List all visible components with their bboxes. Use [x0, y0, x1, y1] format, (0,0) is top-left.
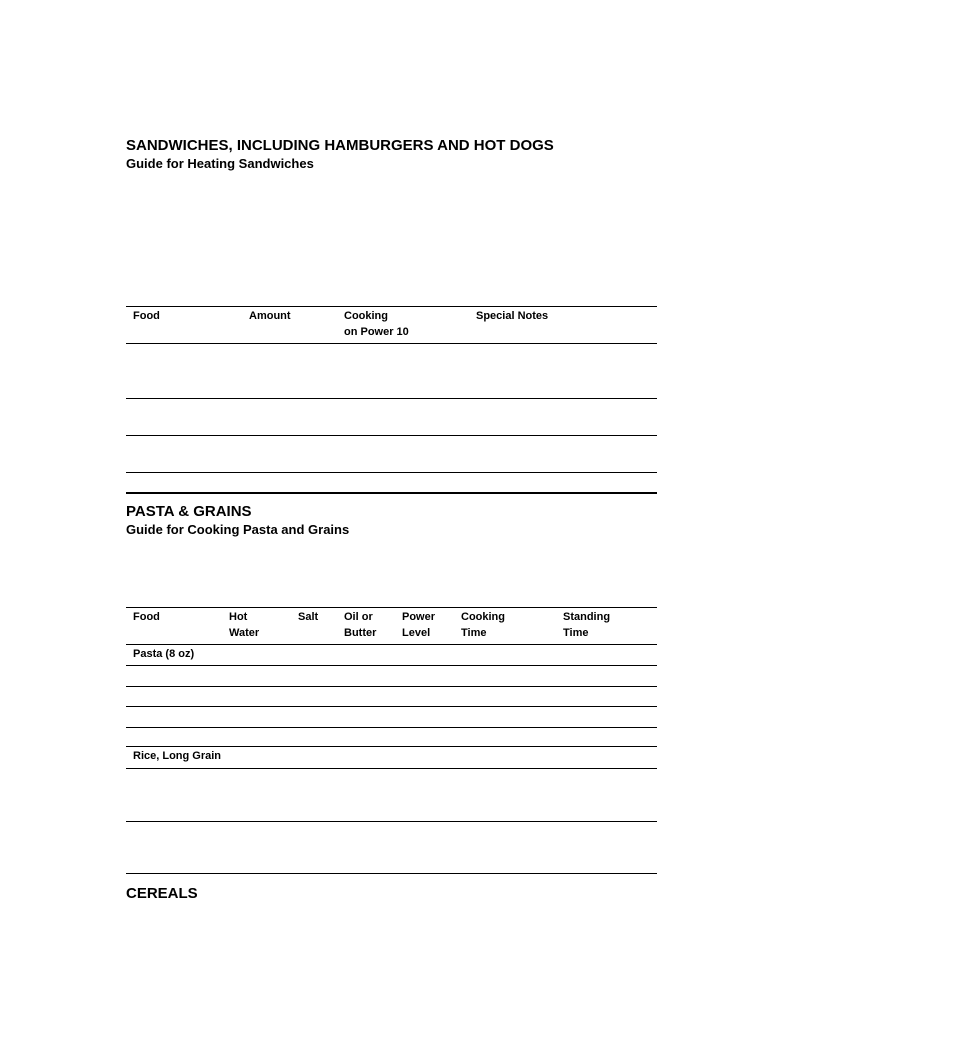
table-rule: [126, 746, 657, 747]
pasta-subtitle: Guide for Cooking Pasta and Grains: [126, 522, 350, 537]
table-row-label-pasta: Pasta (8 oz): [133, 648, 195, 660]
header-label: Special Notes: [476, 310, 549, 322]
header-label: Cooking: [344, 310, 388, 322]
header-label: Amount: [249, 310, 291, 322]
header-label: Oil or: [344, 611, 373, 623]
table-rule: [126, 727, 657, 728]
table-header-food: [133, 609, 160, 625]
table-row-label-rice: Rice, Long Grain: [133, 750, 222, 762]
header-label: Food: [133, 310, 160, 322]
cereals-title: CEREALS: [126, 885, 198, 902]
table-header-power-level: [402, 609, 435, 641]
table-header-amount: [249, 308, 291, 324]
table-header-oil-or-butter: [344, 609, 376, 641]
header-label-line2: Butter: [344, 627, 377, 639]
table-header-special-notes: [476, 308, 548, 324]
header-label: Food: [133, 611, 160, 623]
pasta-title: PASTA & GRAINS: [126, 503, 252, 520]
header-label-line2: Time: [563, 627, 589, 639]
sandwiches-subtitle: Guide for Heating Sandwiches: [126, 156, 314, 171]
table-rule: [126, 686, 657, 687]
header-label: Cooking: [461, 611, 505, 623]
table-rule: [126, 665, 657, 666]
section-divider: [126, 492, 657, 494]
header-label-line2: Time: [461, 627, 487, 639]
table-header-cooking: [344, 308, 409, 340]
header-label: Standing: [563, 611, 611, 623]
table-rule: [126, 644, 657, 645]
table-rule: [126, 435, 657, 436]
table-rule: [126, 398, 657, 399]
table-rule: [126, 607, 657, 608]
table-rule: [126, 343, 657, 344]
table-rule: [126, 306, 657, 307]
table-rule: [126, 821, 657, 822]
table-header-food: [133, 308, 160, 324]
table-header-hot-water: [229, 609, 259, 641]
table-rule: [126, 873, 657, 874]
header-label: Power: [402, 611, 436, 623]
header-label-line2: Level: [402, 627, 431, 639]
table-header-standing-time: [563, 609, 610, 641]
header-label-line2: on Power 10: [344, 326, 409, 338]
table-rule: [126, 768, 657, 769]
header-label: Hot: [229, 611, 248, 623]
table-header-salt: [298, 609, 318, 625]
header-label: Salt: [298, 611, 319, 623]
table-rule: [126, 472, 657, 473]
table-rule: [126, 706, 657, 707]
header-label-line2: Water: [229, 627, 260, 639]
sandwiches-title: SANDWICHES, INCLUDING HAMBURGERS AND HOT DOGS: [126, 137, 554, 154]
table-header-cooking-time: [461, 609, 505, 641]
